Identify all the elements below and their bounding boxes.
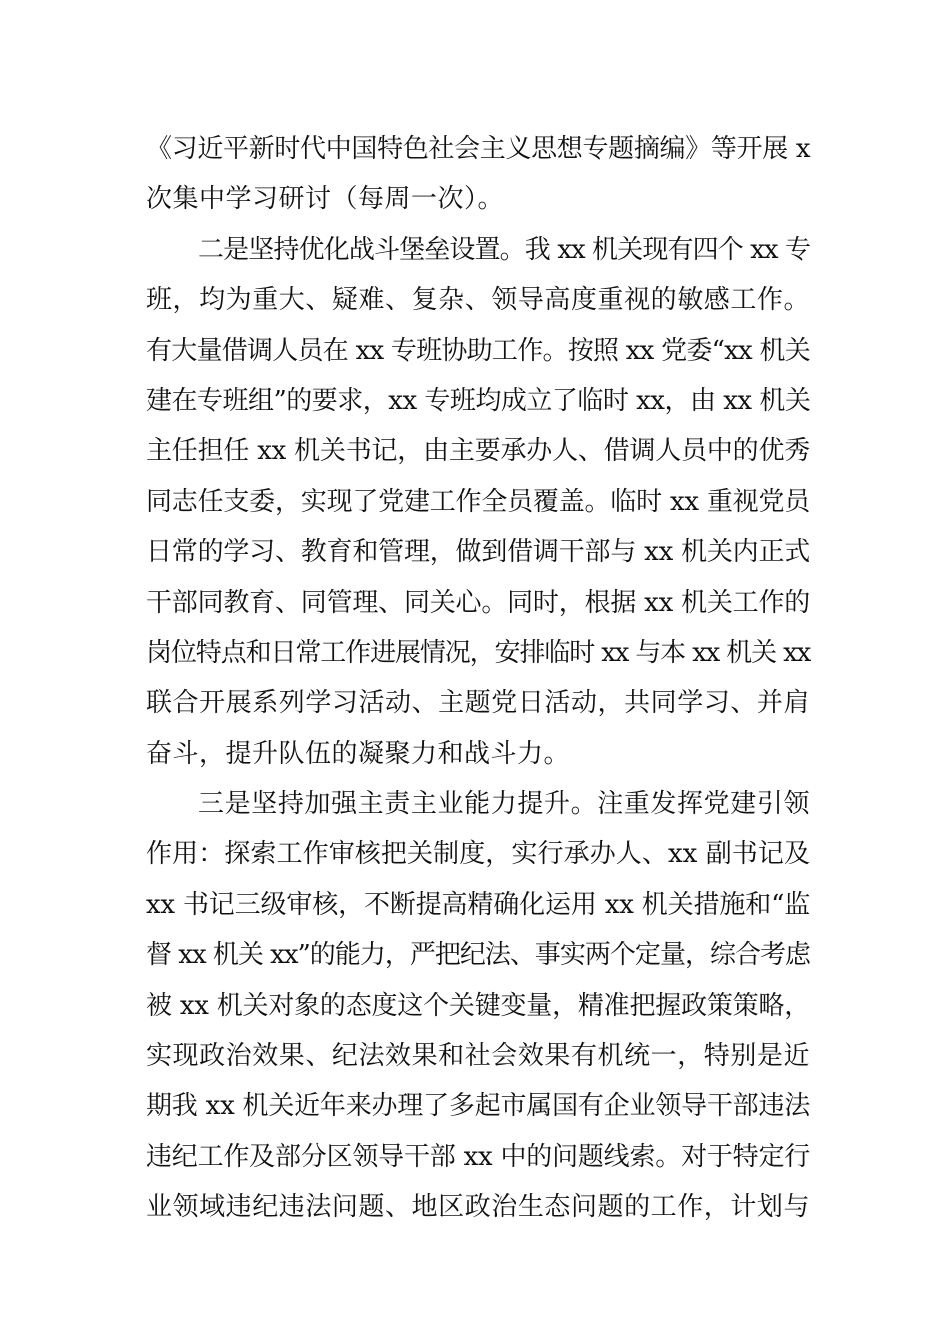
text-line: 实现政治效果、纪法效果和社会效果有机统一，特别是近 [146, 1041, 810, 1072]
text-line: 班，均为重大、疑难、复杂、领导高度重视的敏感工作。 [146, 285, 810, 316]
text-line: xx 书记三级审核，不断提高精确化运用 xx 机关措施和“监 [146, 889, 810, 920]
text-line: 日常的学习、教育和管理，做到借调干部与 xx 机关内正式 [146, 537, 810, 568]
text-line: 干部同教育、同管理、同关心。同时，根据 xx 机关工作的 [146, 587, 810, 618]
document-body [146, 124, 810, 1233]
text-line: 次集中学习研讨（每周一次）。 [146, 184, 505, 215]
text-line: 奋斗，提升队伍的凝聚力和战斗力。 [146, 738, 571, 769]
paragraph-start-line: 三是坚持加强主责主业能力提升。注重发挥党建引领 [198, 789, 810, 820]
text-line: 岗位特点和日常工作进展情况，安排临时 xx 与本 xx 机关 xx [146, 637, 810, 668]
text-line: 有大量借调人员在 xx 专班协助工作。按照 xx 党委“xx 机关 [146, 335, 810, 366]
text-line: 联合开展系列学习活动、主题党日活动，共同学习、并肩 [146, 688, 810, 719]
text-line: 业领域违纪违法问题、地区政治生态问题的工作，计划与 [146, 1192, 810, 1223]
text-line: 作用：探索工作审核把关制度，实行承办人、xx 副书记及 [146, 839, 810, 870]
text-line: 主任担任 xx 机关书记，由主要承办人、借调人员中的优秀 [146, 436, 810, 467]
text-line: 期我 xx 机关近年来办理了多起市属国有企业领导干部违法 [146, 1091, 810, 1122]
text-line: 督 xx 机关 xx”的能力，严把纪法、事实两个定量，综合考虑 [146, 940, 810, 971]
paragraph-start-line: 二是坚持优化战斗堡垒设置。我 xx 机关现有四个 xx 专 [198, 234, 810, 265]
text-line: 建在专班组”的要求，xx 专班均成立了临时 xx，由 xx 机关 [146, 385, 811, 416]
text-line: 《习近平新时代中国特色社会主义思想专题摘编》等开展 x [146, 134, 810, 164]
text-line: 被 xx 机关对象的态度这个关键变量，精准把握政策策略， [146, 990, 810, 1021]
text-line: 同志任支委，实现了党建工作全员覆盖。临时 xx 重视党员 [146, 486, 810, 517]
text-line: 违纪工作及部分区领导干部 xx 中的问题线索。对于特定行 [146, 1141, 810, 1172]
